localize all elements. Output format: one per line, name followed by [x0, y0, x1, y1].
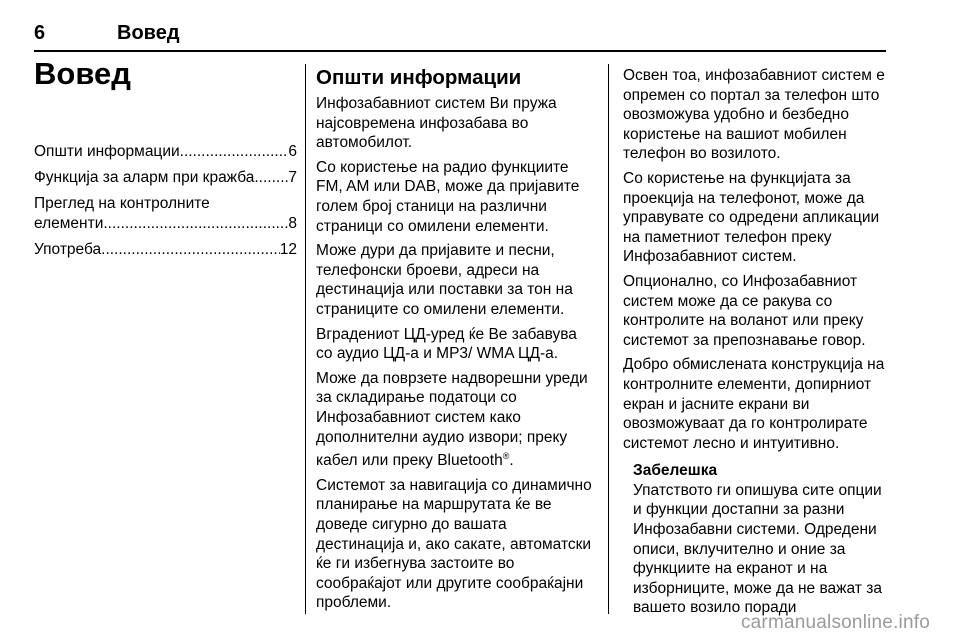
- column-divider-1: [305, 64, 306, 614]
- toc-entry[interactable]: Функција за аларм при кражба ..... 7: [34, 168, 297, 188]
- page-number: 6: [34, 22, 46, 44]
- paragraph: Со користење на функцијата за проекција на телефонот, може да управувате со одредени апликации на паметниот телефон преку Инфозабавниот систем.: [623, 169, 880, 266]
- paragraph: Може да поврзете надворешни уреди за складирање податоци со Инфозабавниот систем како дополнителни аудио извори; преку кабел или преку Bluetooth®.: [316, 369, 588, 470]
- paragraph: Вградениот ЦД-уред ќе Ве забавува со аудио ЦД-а и MP3/ WMA ЦД-а.: [316, 325, 577, 363]
- note-title: Забелешка: [633, 462, 718, 480]
- column-3: [623, 66, 887, 623]
- running-title: Вовед: [117, 22, 180, 44]
- chapter-title: Вовед: [34, 56, 131, 91]
- section-title: Општи информации: [316, 66, 522, 89]
- paragraph: Може дури да пријавите и песни, телефонски броеви, адреси на дестинација или поставки за тон на страниците со омилени елементи.: [316, 242, 573, 318]
- column-divider-2: [608, 64, 609, 614]
- page-header: [34, 22, 884, 50]
- toc-entry[interactable]: Општи информации ..... 6: [34, 142, 297, 162]
- paragraph: Освен тоа, инфозабавниот систем е опремен со портал за телефон што овозможува удобно и безбедно користење на вашиот мобилен телефон во возилото.: [623, 67, 885, 163]
- header-rule: [34, 50, 886, 52]
- paragraph: Добро обмислената конструкција на контролните елементи, допирниот екран и јасните екрани ви овозможуваат да го контролирате системот лесно и интуитивно.: [623, 356, 885, 452]
- note-box: [633, 461, 887, 618]
- column-2: [316, 66, 596, 618]
- toc-entry[interactable]: Преглед на контролните елементи ..... 8: [34, 194, 297, 234]
- paragraph: Со користење на радио функциите FM, AM или DAB, може да пријавите голем број станици на различни страници со омилени елементи.: [316, 158, 580, 235]
- watermark[interactable]: carmanualsonline.info: [740, 612, 930, 633]
- paragraph: Опционално, со Инфозабавниот систем може да се ракува со контролите на воланот или преку системот за препознавање говор.: [623, 272, 866, 349]
- paragraph: Системот за навигација со динамично планирање на маршрутата ќе ве доведе сигурно до вашата дестинација и, ако сакате, автоматски ќе ги избегнува застоите во сообраќајот или другите сообраќајни проблеми.: [316, 476, 592, 612]
- note-text: Упатството ги опишува сите опции и функции достапни за разни Инфозабавни системи. Одредени описи, вклучително и оние за функциите на екранот и на изборниците, може да не важат за вашето возило поради: [633, 481, 882, 617]
- registered-mark: ®: [502, 451, 510, 462]
- table-of-contents: [34, 142, 297, 266]
- toc-entry[interactable]: Употреба ..... 12: [34, 240, 297, 260]
- paragraph: Инфозабавниот систем Ви пружа најсовремена инфозабава во автомобилот.: [316, 95, 557, 152]
